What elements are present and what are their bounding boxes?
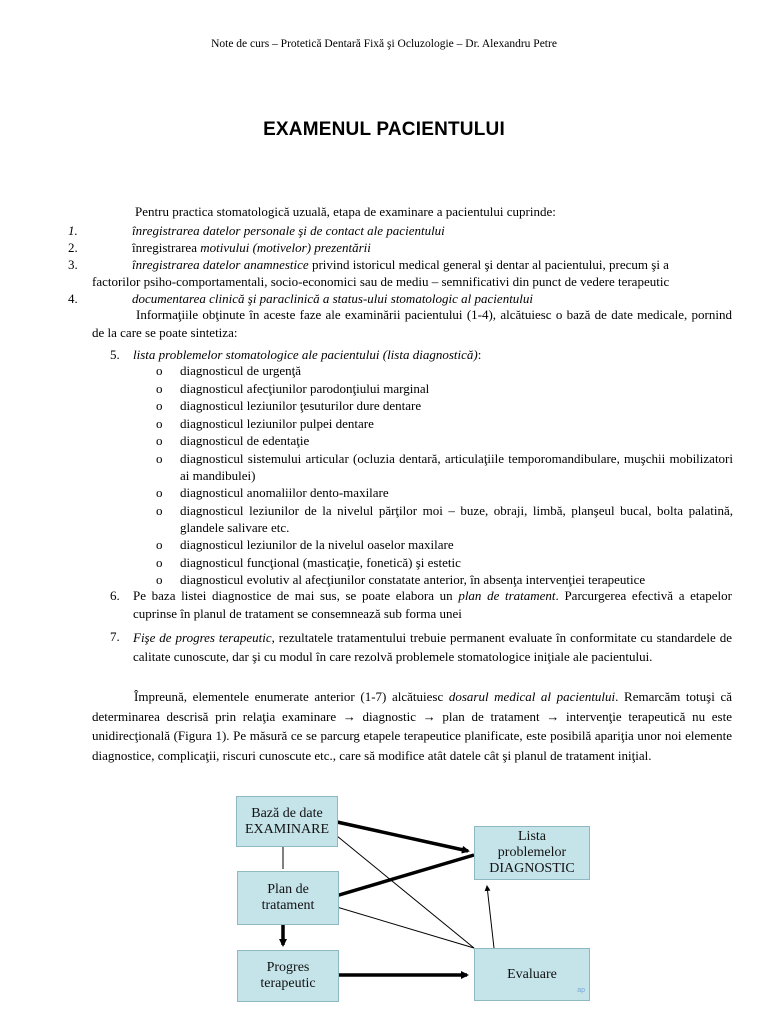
item-3-number: 3. (68, 257, 78, 272)
diagnostic-text: diagnosticul de urgenţă (180, 363, 302, 378)
line-plan-to-evaluare (320, 902, 474, 948)
item-4-text: documentarea clinică şi paraclinică a status-ului stomatologic al pacientului (132, 291, 534, 306)
diagnostic-text: diagnosticul leziunilor ţesuturilor dure dentare (180, 398, 422, 413)
item-6-text: Pe baza listei diagnostice de mai sus, se poate elabora un plan de tratament. Parcurgerea efectivă a etapelor cuprinse în planul de tratament se consemnează sub forma unei (133, 588, 732, 621)
item-7-number: 7. (110, 629, 120, 644)
item-3-text: înregistrarea datelor anamnestice privind istoricul medical general şi dentar al pacientului, precum şi a (132, 257, 669, 272)
info-paragraph: Informaţiile obţinute în aceste faze ale examinării pacientului (1-4), alcătuiesc o bază de date medicale, pornind de la care se poate sintetiza: (92, 307, 732, 340)
diagnostic-text: diagnosticul leziunilor de la nivelul oaselor maxilare (180, 537, 454, 552)
diagnostic-text: diagnosticul afecţiunilor parodonţiului marginal (180, 380, 430, 396)
diagnostic-text: diagnosticul leziunilor de la nivelul părţilor moi – buze, obraji, limbă, planşeul bucal, bolta palatină, glandele salivare etc. (180, 502, 733, 535)
item-7-text: Fişe de progres terapeutic, rezultatele tratamentului trebuie permanent evaluate în conformitate cu standardele de calitate cunoscute, dar şi cu modul în care rezolvă problemele stomatologice iniţiale ale pacientului. (133, 630, 732, 664)
diagnostic-text: diagnosticul sistemului articular (ocluzia dentară, articulaţiile temporomandibulare, muşchii mobilizatori ai mandibulei) (180, 450, 733, 483)
bullet-marker: o (156, 502, 163, 518)
bullet-marker: o (156, 433, 163, 448)
bullet-marker: o (156, 537, 163, 552)
item-1-text: înregistrarea datelor personale şi de contact ale pacientului (132, 223, 445, 238)
intro-text: Pentru practica stomatologică uzuală, etapa de examinare a pacientului cuprinde: (135, 204, 556, 219)
box-evaluare: Evaluare ap (474, 948, 590, 1001)
bullet-marker: o (156, 380, 163, 396)
diagnostic-text: diagnosticul de edentaţie (180, 433, 310, 448)
page-title: EXAMENUL PACIENTULUI (263, 119, 505, 140)
bullet-marker: o (156, 450, 163, 466)
box-examinare: Bază de date EXAMINARE (236, 796, 338, 847)
arrow-diagnostic-to-plan (329, 855, 474, 898)
item-6-number: 6. (110, 588, 120, 603)
diagram-watermark: ap (577, 987, 585, 994)
box-plan-tratament: Plan de tratament (237, 871, 339, 925)
final-paragraph: Împreună, elementele enumerate anterior (1-7) alcătuiesc dosarul medical al pacientului. Remarcăm totuşi că determinarea descrisă prin relaţia examinare → diagnostic → plan de tratament → intervenţie terapeutică nu este unidirecţională (Figura 1). Pe măsură ce se parcurg etapele terapeutice planificate, este posibilă apariţia unor noi elemente diagnostice, complicaţii, riscuri cunoscute etc., care să modifice atât datele cât şi planul de tratament iniţial. (92, 689, 732, 763)
item-3-text-cont: factorilor psiho-comportamentali, socio-economici sau de mediu – semnificativi din punct de vedere terapeutic (92, 274, 670, 289)
bullet-marker: o (156, 554, 163, 570)
arrow-examinare-to-diagnostic (337, 822, 468, 851)
box-diagnostic: Lista problemelor DIAGNOSTIC (474, 826, 590, 880)
item-2-text: înregistrarea motivului (motivelor) prezentării (132, 240, 371, 255)
arrow-evaluare-to-diagnostic (487, 886, 494, 948)
item-1-number: 1. (68, 223, 78, 238)
diagnostic-text: diagnosticul leziunilor pulpei dentare (180, 415, 374, 431)
bullet-marker: o (156, 398, 163, 413)
diagnostic-text: diagnosticul evolutiv al afecţiunilor constatate anterior, în absenţa intervenţiei terapeutice (180, 572, 646, 587)
line-examinare-to-evaluare (337, 836, 474, 948)
bullet-marker: o (156, 572, 163, 587)
bullet-marker: o (156, 363, 163, 378)
box-progres-terapeutic: Progres terapeutic (237, 950, 339, 1002)
diagnostic-text: diagnosticul funcţional (masticaţie, fonetică) şi estetic (180, 554, 461, 570)
bullet-marker: o (156, 485, 163, 500)
item-4-number: 4. (68, 291, 78, 306)
item-5-text: lista problemelor stomatologice ale pacientului (lista diagnostică): (133, 347, 482, 362)
bullet-marker: o (156, 415, 163, 431)
item-5-number: 5. (110, 347, 120, 362)
item-2-number: 2. (68, 240, 78, 255)
diagnostic-text: diagnosticul anomaliilor dento-maxilare (180, 485, 389, 500)
running-header: Note de curs – Protetică Dentară Fixă şi Ocluzologie – Dr. Alexandru Petre (211, 38, 557, 50)
